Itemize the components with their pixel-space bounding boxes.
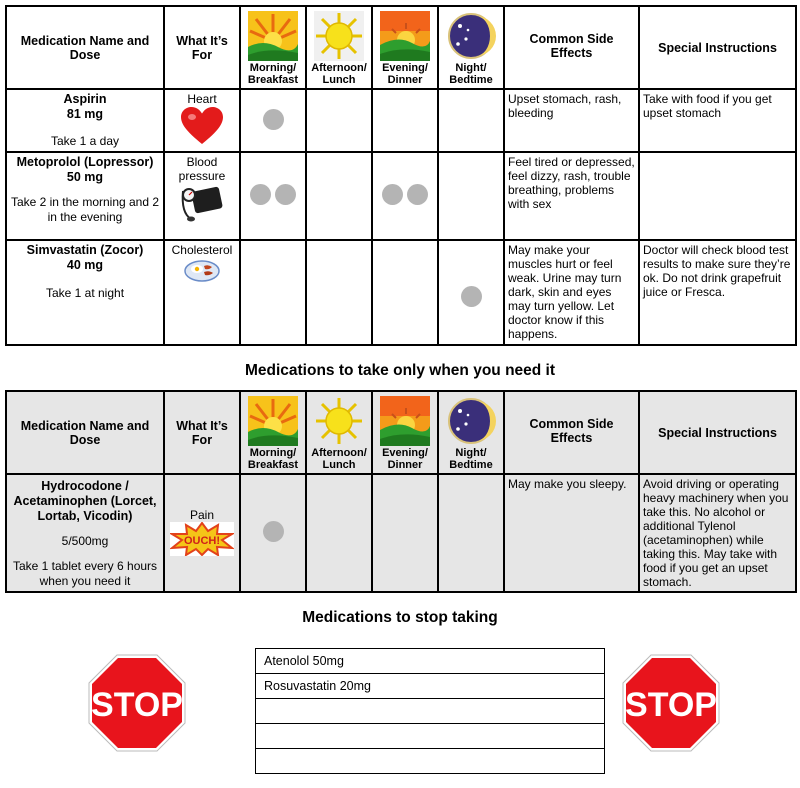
side-effects-cell: Feel tired or depressed, feel dizzy, rash, trouble breathing, problems with sex (504, 152, 639, 240)
daily-medication-table (5, 5, 797, 346)
sunrise-icon (248, 11, 298, 61)
medication-directions: Take 1 at night (45, 286, 125, 300)
medication-dose: 81 mg (66, 107, 104, 121)
header-special: Special Instructions (639, 391, 796, 474)
ouch-text: OUCH! (183, 534, 221, 547)
list-item (256, 724, 605, 749)
for-label: Pain (189, 507, 215, 522)
sunset-icon (380, 396, 430, 446)
dose-night (438, 474, 504, 592)
header-for: What It’s For (164, 391, 240, 474)
dose-evening (372, 240, 438, 345)
for-label: Blood pressure (178, 155, 226, 183)
dose-night (438, 89, 504, 152)
for-label: Heart (187, 92, 217, 106)
medication-dose: 50 mg (66, 170, 104, 184)
bacon-eggs-plate-icon (184, 257, 220, 283)
header-for: What It’s For (164, 6, 240, 89)
dose-night (438, 152, 504, 240)
table-row (6, 152, 796, 240)
header-side-effects: Common Side Effects (504, 391, 639, 474)
dose-dot (407, 184, 428, 205)
stop-sign-text: STOP (91, 686, 183, 724)
dose-dot (461, 286, 482, 307)
moon-icon (446, 396, 496, 446)
for-cell (164, 152, 240, 240)
sun-icon (314, 11, 364, 61)
dose-evening (372, 89, 438, 152)
medication-cell (6, 240, 164, 345)
header-morning: Morning/ Breakfast (240, 391, 306, 474)
stop-med-entry (256, 724, 605, 749)
dose-morning (240, 240, 306, 345)
medication-directions: Take 1 tablet every 6 hours when you need it (12, 559, 158, 588)
heart-icon (180, 106, 224, 146)
medication-directions: Take 1 a day (50, 134, 120, 148)
medication-directions: Take 2 in the morning and 2 in the evening (10, 195, 160, 224)
header-special: Special Instructions (639, 6, 796, 89)
table-row (6, 474, 796, 592)
stop-med-entry (256, 699, 605, 724)
special-instructions-cell (639, 152, 796, 240)
dose-morning (240, 89, 306, 152)
list-item (256, 699, 605, 724)
side-effects-cell: May make your muscles hurt or feel weak. Urine may turn dark, skin and eyes may turn yellow. Let doctor know if this happens. (504, 240, 639, 345)
dose-dot (263, 109, 284, 130)
stop-sign-left (88, 654, 186, 752)
dose-morning (240, 474, 306, 592)
dose-morning (240, 152, 306, 240)
side-effects-cell: Upset stomach, rash, bleeding (504, 89, 639, 152)
stop-med-entry (256, 749, 605, 774)
header-row (6, 391, 796, 474)
dose-dot (250, 184, 271, 205)
for-cell (164, 474, 240, 592)
list-item (256, 649, 605, 674)
sunset-icon (380, 11, 430, 61)
stop-med-entry: Atenolol 50mg (256, 649, 605, 674)
table-row (6, 240, 796, 345)
side-effects-cell: May make you sleepy. (504, 474, 639, 592)
header-morning: Morning/ Breakfast (240, 6, 306, 89)
medication-dose: 5/500mg (61, 534, 109, 548)
stop-sign-right (622, 654, 720, 752)
header-medication: Medication Name and Dose (6, 391, 164, 474)
for-cell (164, 240, 240, 345)
stop-medication-list (255, 648, 605, 774)
medication-name: Aspirin (63, 92, 107, 106)
medication-cell (6, 152, 164, 240)
dose-afternoon (306, 474, 372, 592)
for-cell (164, 89, 240, 152)
dose-evening (372, 152, 438, 240)
medication-cell (6, 89, 164, 152)
stop-section-title: Medications to stop taking (302, 609, 498, 626)
stop-med-entry: Rosuvastatin 20mg (256, 674, 605, 699)
header-night: Night/ Bedtime (438, 391, 504, 474)
dose-night (438, 240, 504, 345)
header-medication: Medication Name and Dose (6, 6, 164, 89)
stop-sign-text: STOP (625, 686, 717, 724)
blood-pressure-cuff-icon (179, 183, 225, 223)
dose-dot (382, 184, 403, 205)
list-item (256, 749, 605, 774)
medication-name: Simvastatin (Zocor) (26, 243, 144, 257)
table-row (6, 89, 796, 152)
header-row (6, 6, 796, 89)
special-instructions-cell: Avoid driving or operating heavy machinery when you take this. No alcohol or additional Tylenol (acetaminophen) while taking this. May take with food if you get an upset stomach. (639, 474, 796, 592)
dose-afternoon (306, 240, 372, 345)
medication-cell (6, 474, 164, 592)
dose-evening (372, 474, 438, 592)
medication-name: Metoprolol (Lopressor) (16, 155, 154, 169)
sun-icon (314, 396, 364, 446)
header-evening: Evening/ Dinner (372, 6, 438, 89)
prn-section-title: Medications to take only when you need it (244, 362, 556, 379)
header-side-effects: Common Side Effects (504, 6, 639, 89)
dose-afternoon (306, 89, 372, 152)
dose-dot (263, 521, 284, 542)
dose-afternoon (306, 152, 372, 240)
dose-dot (275, 184, 296, 205)
header-afternoon: Afternoon/ Lunch (306, 391, 372, 474)
for-label: Cholesterol (171, 243, 233, 257)
list-item (256, 674, 605, 699)
sunrise-icon (248, 396, 298, 446)
moon-icon (446, 11, 496, 61)
prn-medication-table (5, 390, 797, 593)
header-evening: Evening/ Dinner (372, 391, 438, 474)
ouch-burst-icon (170, 522, 234, 556)
header-night: Night/ Bedtime (438, 6, 504, 89)
medication-dose: 40 mg (66, 258, 104, 272)
special-instructions-cell: Take with food if you get upset stomach (639, 89, 796, 152)
medication-name: Hydrocodone / Acetaminophen (Lorcet, Lortab, Vicodin) (13, 479, 157, 523)
header-afternoon: Afternoon/ Lunch (306, 6, 372, 89)
special-instructions-cell: Doctor will check blood test results to make sure they’re ok. Do not drink grapefruit juice or Fresca. (639, 240, 796, 345)
